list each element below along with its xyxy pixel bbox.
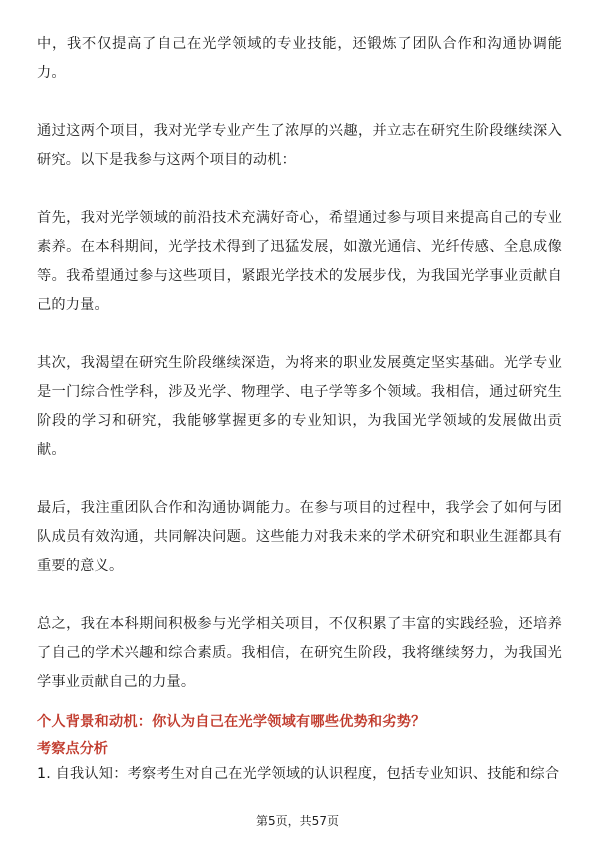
list-item: 1. 自我认知：考察考生对自己在光学领域的认识程度，包括专业知识、技能和综合 [37,766,560,782]
paragraph-continuation: 中，我不仅提高了自己在光学领域的专业技能，还锻炼了团队合作和沟通协调能力。 [37,36,562,81]
paragraph-project-interest: 通过这两个项目，我对光学专业产生了浓厚的兴趣，并立志在研究生阶段继续深入研究。以下是我参与这两个项目的动机： [37,123,562,168]
paragraph-conclusion: 总之，我在本科期间积极参与光学相关项目，不仅积累了丰富的实践经验，还培养了自己的学术兴趣和综合素质。我相信，在研究生阶段，我将继续努力，为我国光学事业贡献自己的力量。 [37,616,562,690]
section-title-analysis: 考察点分析 [37,741,108,757]
document-body [37,30,562,787]
interview-question: 个人背景和动机：你认为自己在光学领域有哪些优势和劣势？ [37,714,426,730]
paragraph-second-reason: 其次，我渴望在研究生阶段继续深造，为将来的职业发展奠定坚实基础。光学专业是一门综合性学科，涉及光学、物理学、电子学等多个领域。我相信，通过研究生阶段的学习和研究，我能够掌握更多的专业知识，为我国光学领域的发展做出贡献。 [37,355,562,458]
paragraph-third-reason: 最后，我注重团队合作和沟通协调能力。在参与项目的过程中，我学会了如何与团队成员有效沟通，共同解决问题。这些能力对我未来的学术研究和职业生涯都具有重要的意义。 [37,500,562,574]
page-number-footer: 第5页，共57页 [256,814,339,828]
paragraph-first-reason: 首先，我对光学领域的前沿技术充满好奇心，希望通过参与项目来提高自己的专业素养。在本科期间，光学技术得到了迅猛发展，如激光通信、光纤传感、全息成像等。我希望通过参与这些项目，紧跟光学技术的发展步伐，为我国光学事业贡献自己的力量。 [37,210,562,313]
